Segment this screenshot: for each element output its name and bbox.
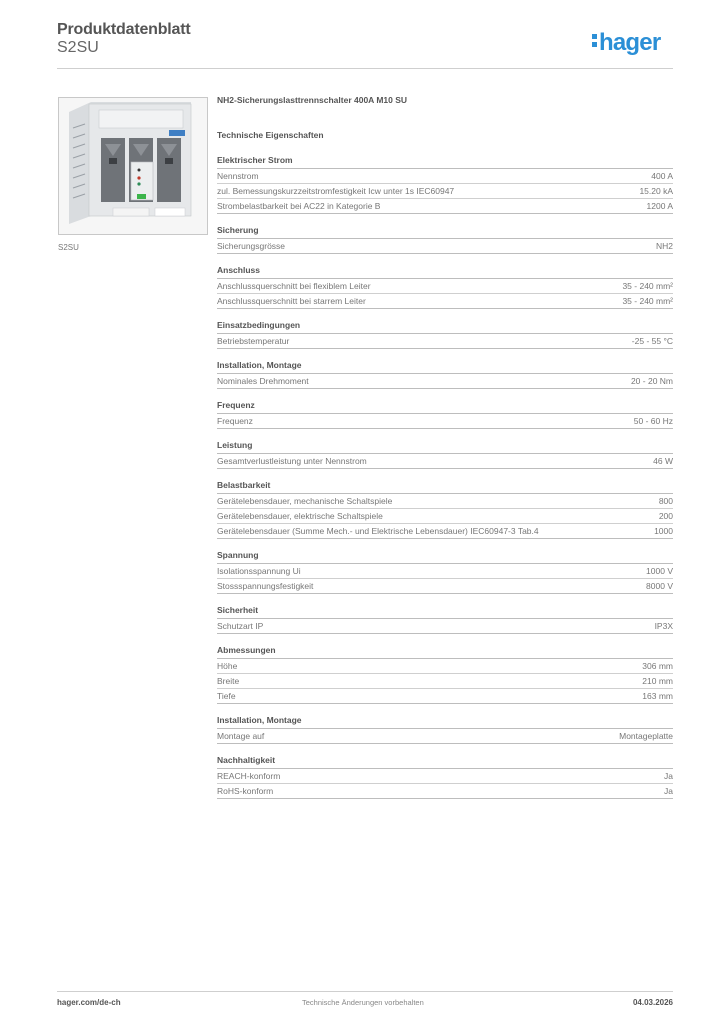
spec-groups bbox=[217, 155, 673, 799]
spec-value: 1200 A bbox=[646, 201, 673, 211]
spec-group-title: Elektrischer Strom bbox=[217, 155, 673, 169]
spec-group-title: Installation, Montage bbox=[217, 715, 673, 729]
product-image bbox=[58, 97, 208, 235]
spec-rows bbox=[217, 414, 673, 429]
spec-group-title: Spannung bbox=[217, 550, 673, 564]
spec-label: Stossspannungsfestigkeit bbox=[217, 581, 314, 591]
spec-value: 20 - 20 Nm bbox=[630, 376, 673, 386]
spec-row bbox=[217, 454, 673, 469]
spec-label: Nominales Drehmoment bbox=[217, 376, 309, 386]
page-title: Produktdatenblatt bbox=[57, 21, 191, 38]
spec-label: Höhe bbox=[217, 661, 238, 671]
spec-label: Gerätelebensdauer (Summe Mech.- und Elektrische Lebensdauer) IEC60947-3 Tab.4 bbox=[217, 526, 539, 536]
spec-label: Sicherungsgrösse bbox=[217, 241, 286, 251]
spec-row bbox=[217, 374, 673, 389]
spec-label: Montage auf bbox=[217, 731, 265, 741]
spec-label: Gerätelebensdauer, elektrische Schaltspiele bbox=[217, 511, 383, 521]
spec-label: Gerätelebensdauer, mechanische Schaltspiele bbox=[217, 496, 393, 506]
spec-value: 200 bbox=[658, 511, 673, 521]
spec-group bbox=[217, 265, 673, 309]
spec-label: Schutzart IP bbox=[217, 621, 264, 631]
spec-row bbox=[217, 494, 673, 509]
spec-rows bbox=[217, 374, 673, 389]
spec-label: REACH-konform bbox=[217, 771, 281, 781]
spec-value: IP3X bbox=[654, 621, 673, 631]
spec-rows bbox=[217, 279, 673, 309]
spec-row bbox=[217, 239, 673, 254]
spec-label: Frequenz bbox=[217, 416, 253, 426]
spec-label: Strombelastbarkeit bei AC22 in Kategorie B bbox=[217, 201, 381, 211]
spec-group-title: Installation, Montage bbox=[217, 360, 673, 374]
spec-row bbox=[217, 659, 673, 674]
spec-row bbox=[217, 524, 673, 539]
header-divider bbox=[57, 68, 673, 69]
spec-row bbox=[217, 564, 673, 579]
spec-group bbox=[217, 715, 673, 744]
spec-row bbox=[217, 294, 673, 309]
spec-group bbox=[217, 360, 673, 389]
spec-group bbox=[217, 755, 673, 799]
spec-row bbox=[217, 619, 673, 634]
footer-notice: Technische Änderungen vorbehalten bbox=[302, 998, 424, 1007]
spec-value: 8000 V bbox=[646, 581, 673, 591]
spec-group-title: Leistung bbox=[217, 440, 673, 454]
spec-group-title: Frequenz bbox=[217, 400, 673, 414]
product-name: NH2-Sicherungslasttrennschalter 400A M10 SU bbox=[217, 95, 408, 105]
spec-value: NH2 bbox=[655, 241, 673, 251]
spec-label: zul. Bemessungskurzzeitstromfestigkeit Icw unter 1s IEC60947 bbox=[217, 186, 455, 196]
spec-group-title: Anschluss bbox=[217, 265, 673, 279]
spec-rows bbox=[217, 564, 673, 594]
spec-group-title: Abmessungen bbox=[217, 645, 673, 659]
spec-row bbox=[217, 184, 673, 199]
spec-value: 163 mm bbox=[642, 691, 673, 701]
spec-value: Ja bbox=[664, 771, 673, 781]
spec-group bbox=[217, 550, 673, 594]
spec-value: 306 mm bbox=[642, 661, 673, 671]
spec-label: Betriebstemperatur bbox=[217, 336, 290, 346]
spec-group bbox=[217, 155, 673, 214]
spec-row bbox=[217, 784, 673, 799]
spec-row bbox=[217, 579, 673, 594]
product-code: S2SU bbox=[57, 39, 99, 56]
spec-group bbox=[217, 645, 673, 704]
spec-group bbox=[217, 480, 673, 539]
spec-rows bbox=[217, 494, 673, 539]
spec-row bbox=[217, 169, 673, 184]
spec-group bbox=[217, 440, 673, 469]
spec-group bbox=[217, 320, 673, 349]
spec-label: Tiefe bbox=[217, 691, 236, 701]
fuse-switch-illustration bbox=[59, 98, 207, 234]
spec-group bbox=[217, 605, 673, 634]
footer-website-link[interactable]: hager.com/de-ch bbox=[57, 998, 121, 1007]
spec-row bbox=[217, 769, 673, 784]
spec-group-title: Belastbarkeit bbox=[217, 480, 673, 494]
spec-label: Anschlussquerschnitt bei flexiblem Leiter bbox=[217, 281, 371, 291]
spec-value: 800 bbox=[658, 496, 673, 506]
spec-rows bbox=[217, 729, 673, 744]
spec-rows bbox=[217, 659, 673, 704]
spec-label: Anschlussquerschnitt bei starrem Leiter bbox=[217, 296, 366, 306]
spec-group-title: Sicherung bbox=[217, 225, 673, 239]
spec-value: 1000 bbox=[654, 526, 673, 536]
spec-label: Gesamtverlustleistung unter Nennstrom bbox=[217, 456, 367, 466]
spec-row bbox=[217, 199, 673, 214]
spec-content bbox=[217, 95, 673, 799]
logo-colon-icon bbox=[592, 31, 596, 50]
spec-rows bbox=[217, 169, 673, 214]
logo-text: hager bbox=[599, 29, 661, 56]
spec-group-title: Sicherheit bbox=[217, 605, 673, 619]
image-caption: S2SU bbox=[58, 243, 79, 252]
footer-date: 04.03.2026 bbox=[632, 998, 673, 1007]
spec-rows bbox=[217, 454, 673, 469]
spec-rows bbox=[217, 239, 673, 254]
spec-rows bbox=[217, 619, 673, 634]
spec-row bbox=[217, 729, 673, 744]
spec-value: 210 mm bbox=[642, 676, 673, 686]
spec-value: 15.20 kA bbox=[639, 186, 673, 196]
spec-value: 1000 V bbox=[646, 566, 673, 576]
spec-group-title: Nachhaltigkeit bbox=[217, 755, 673, 769]
spec-row bbox=[217, 674, 673, 689]
spec-value: -25 - 55 °C bbox=[631, 336, 673, 346]
spec-value: Montageplatte bbox=[619, 731, 673, 741]
spec-rows bbox=[217, 334, 673, 349]
spec-row bbox=[217, 279, 673, 294]
spec-value: 35 - 240 mm² bbox=[622, 281, 673, 291]
spec-value: Ja bbox=[664, 786, 673, 796]
section-title: Technische Eigenschaften bbox=[217, 130, 324, 140]
spec-group-title: Einsatzbedingungen bbox=[217, 320, 673, 334]
spec-row bbox=[217, 334, 673, 349]
spec-group bbox=[217, 400, 673, 429]
spec-rows bbox=[217, 769, 673, 799]
spec-value: 35 - 240 mm² bbox=[622, 296, 673, 306]
spec-label: Nennstrom bbox=[217, 171, 259, 181]
spec-value: 46 W bbox=[653, 456, 673, 466]
spec-row bbox=[217, 689, 673, 704]
spec-group bbox=[217, 225, 673, 254]
spec-label: Isolationsspannung Ui bbox=[217, 566, 301, 576]
spec-row bbox=[217, 414, 673, 429]
spec-value: 50 - 60 Hz bbox=[633, 416, 673, 426]
spec-row bbox=[217, 509, 673, 524]
spec-label: Breite bbox=[217, 676, 240, 686]
spec-label: RoHS-konform bbox=[217, 786, 274, 796]
hager-logo bbox=[592, 29, 660, 57]
spec-value: 400 A bbox=[651, 171, 673, 181]
footer-divider bbox=[57, 991, 673, 992]
